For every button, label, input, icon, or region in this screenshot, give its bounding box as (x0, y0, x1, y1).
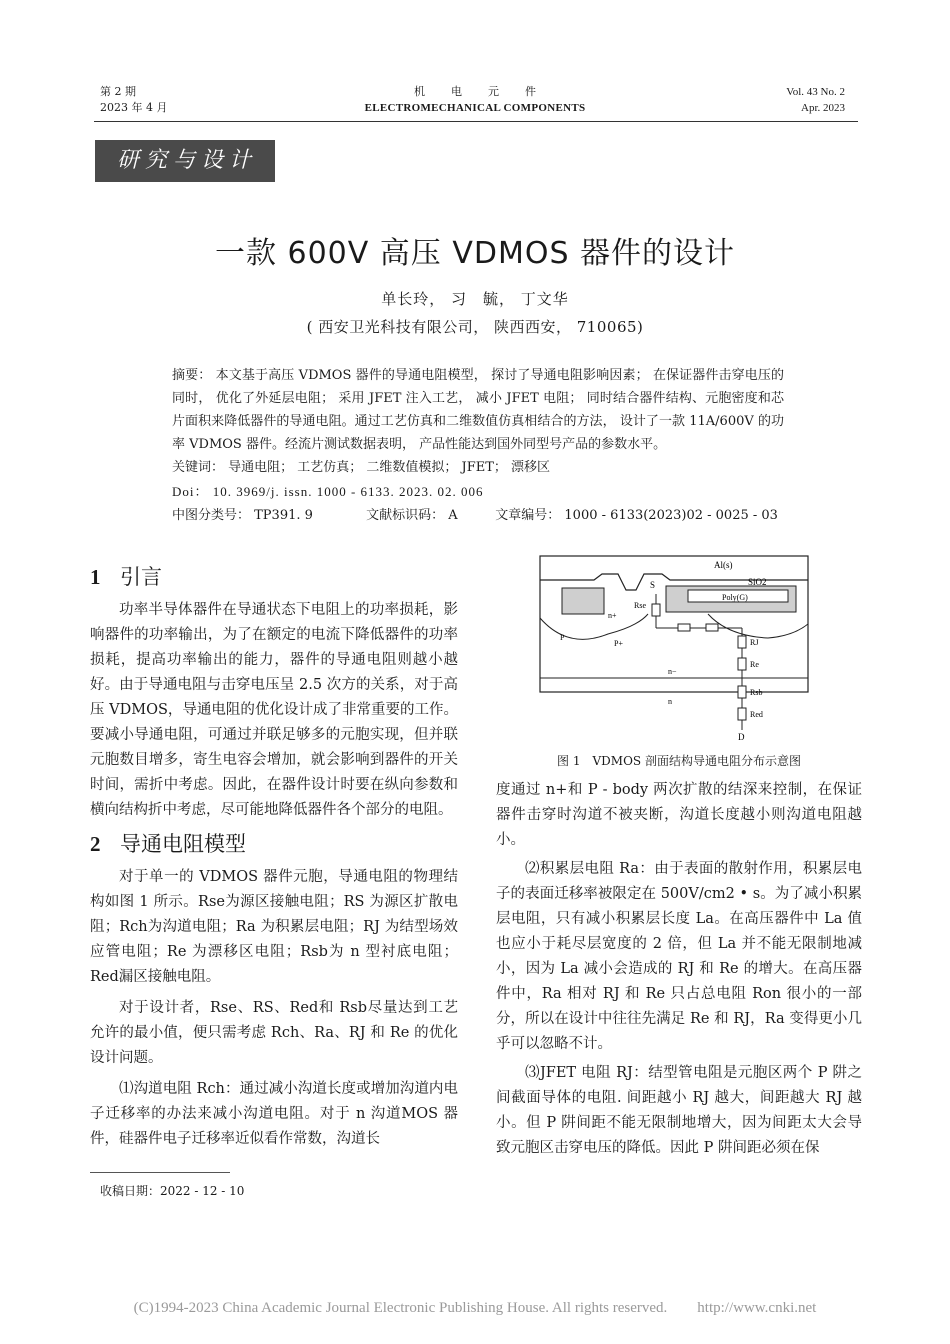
abstract: 摘要： 本文基于高压 VDMOS 器件的导通电阻模型， 探讨了导通电阻影响因素； 在保证器件击穿电压的同时， 优化了外延层电阻； 采用 JFET 注入工艺， 减小 JFET 电阻； 同时结合器件结构、元胞密度和芯片面积来降低器件的导通电阻。通过工艺仿真和二维数值仿真相结合的方法， 设计了一款 11A/600V 的功率 VDMOS 器件。经流片测试数据表明， 产品性能达到国外同型号产品的参数水平。 (172, 368, 784, 452)
copyright-notice: (C)1994-2023 China Academic Journal Electronic Publishing House. All rights reserved. http://www.cnki.net (133, 1300, 817, 1316)
header-rule (94, 121, 858, 122)
article-number: 文章编号： 1000 - 6133(2023)02 - 0025 - 03 (495, 508, 778, 523)
p-well-left (540, 614, 648, 639)
classification-line (172, 506, 792, 526)
section-tag: 研究与设计 (95, 140, 275, 182)
keywords: 关键词： 导通电阻； 工艺仿真； 二维数值模拟； JFET； 漂移区 (172, 460, 551, 475)
label-nminus: n− (668, 667, 677, 676)
label-nplus: n+ (608, 611, 617, 620)
resistor-rsb (738, 686, 746, 698)
section-2-heading (90, 827, 458, 861)
label-poly: Poly(G) (722, 593, 748, 602)
right-column (496, 778, 862, 1161)
resistor-rch (678, 624, 690, 631)
left-column (90, 560, 458, 1152)
section-2-number: 2 (90, 832, 101, 856)
figure-1-vdmos-cross-section (538, 554, 810, 744)
right-paragraph-1: 度通过 n+和 P - body 两次扩散的结深来控制，在保证器件击穿时沟道不被夹断，沟道长度越小则沟道电阻越小。 (496, 782, 862, 848)
label-al: Al(s) (714, 560, 733, 570)
issue-number: 第 2 期 (100, 85, 136, 98)
running-header-left (100, 84, 167, 116)
section-1-paragraph: 功率半导体器件在导通状态下电阻上的功率损耗，影响器件的功率输出，为了在额定的电流下降低器件的功率损耗，提高功率输出的能力，器件的导通电阻则越小越好。由于导通电阻与击穿电压呈 2.5 次方的关系，对于高压 VDMOS，导通电阻的优化设计成了非常重要的工作。要减小导通电阻，可通过并联足够多的元胞实现，但并联元胞数目增多，寄生电容会增加，就会影响到器件的开关时间，需折中考虑。因此，在器件设计时要在纵向参数和横向结构折中考虑，尽可能地降低器件各个部分的电阻。 (90, 602, 458, 818)
doi: Doi： 10. 3969/j. issn. 1000 - 6133. 2023. 02. 006 (172, 484, 484, 499)
resistor-rs (652, 604, 660, 616)
section-2-paragraph-2: 对于设计者，Rse、RS、Red和 Rsb尽量达到工艺允许的最小值，便只需考虑 Rch、Ra、RJ 和 Re 的优化设计问题。 (90, 1000, 458, 1066)
label-red: Red (750, 710, 763, 719)
resistor-ra (706, 624, 718, 631)
document-code: 文献标识码： A (366, 508, 458, 523)
resistor-re (738, 658, 746, 670)
label-p: P (560, 633, 565, 642)
journal-name-en: ELECTROMECHANICAL COMPONENTS (364, 102, 586, 114)
label-re: Re (750, 660, 759, 669)
volume-number: Vol. 43 No. 2 (786, 86, 845, 98)
issue-date-en: Apr. 2023 (801, 102, 845, 114)
section-1-number: 1 (90, 565, 101, 589)
section-2-paragraph-3: ⑴沟道电阻 Rch：通过减小沟道长度或增加沟道内电子迁移率的办法来减小沟道电阻。对于 n 沟道MOS 器件，硅器件电子迁移率近似看作常数，沟道长 (90, 1081, 458, 1147)
resistor-rj (738, 636, 746, 648)
article-title: 一款 600V 高压 VDMOS 器件的设计 (214, 236, 736, 271)
running-header-right (786, 84, 845, 116)
affiliation: ( 西安卫光科技有限公司， 陕西西安， 710065) (306, 318, 644, 336)
section-2-paragraph-1: 对于单一的 VDMOS 器件元胞，导通电阻的物理结构如图 1 所示。Rse为源区接触电阻；RS 为源区扩散电阻；Rch为沟道电阻；Ra 为积累层电阻；RJ 为结型场效应管电阻；Re 为漂移区电阻；Rsb为 n 型衬底电阻；Red漏区接触电阻。 (90, 869, 458, 985)
oxide-left (562, 588, 604, 614)
authors: 单长玲， 习 毓， 丁文华 (381, 290, 569, 308)
label-n: n (668, 697, 672, 706)
label-drain: D (738, 732, 745, 742)
figure-1-caption: 图 1 VDMOS 剖面结构导通电阻分布示意图 (557, 754, 801, 768)
label-pplus: P+ (614, 639, 623, 648)
section-1-heading (90, 560, 458, 594)
label-rsb: Rsb (750, 688, 763, 697)
p-well-right (708, 614, 808, 638)
label-rse: Rse (634, 601, 646, 610)
clc-number: 中图分类号： TP391. 9 (172, 508, 313, 523)
label-sio2: SiO2 (748, 577, 767, 587)
resistor-red (738, 708, 746, 720)
issue-date: 2023 年 4 月 (100, 101, 168, 114)
received-date: 收稿日期：2022 - 12 - 10 (100, 1184, 245, 1198)
journal-name-cn: 机电元件 (414, 85, 562, 98)
section-2-title: 导通电阻模型 (120, 832, 246, 856)
right-paragraph-3: ⑶JFET 电阻 RJ：结型管电阻是元胞区两个 P 阱之间截面导体的电阻. 间距越小 RJ 越大，间距越大 RJ 越小。但 P 阱间距不能无限制地增大，因为间距太大会导致元胞区击穿电压的降低。因此 P 阱间距必须在保 (496, 1065, 862, 1156)
right-paragraph-2: ⑵积累层电阻 Ra：由于表面的散射作用，积累层电子的表面迁移率被限定在 500V/cm2 • s。为了减小积累层电阻，只有减小积累层长度 La。在高压器件中 La 值也应小于耗尽层宽度的 2 倍，但 La 并不能无限制地减小，因为 La 减小会造成的 RJ 和 Re 的增大。在高压器件中，Ra 相对 RJ 和 Re 只占总电阻 Ron 很小的一部分，所以在设计中往往先满足 Re 和 RJ，Ra 变得更小几乎可以忽略不计。 (496, 861, 862, 1052)
footnote-rule (90, 1172, 230, 1173)
label-rj: RJ (750, 638, 759, 647)
section-1-title: 引言 (120, 565, 162, 589)
running-header-center (300, 84, 650, 116)
label-source: S (650, 580, 656, 590)
